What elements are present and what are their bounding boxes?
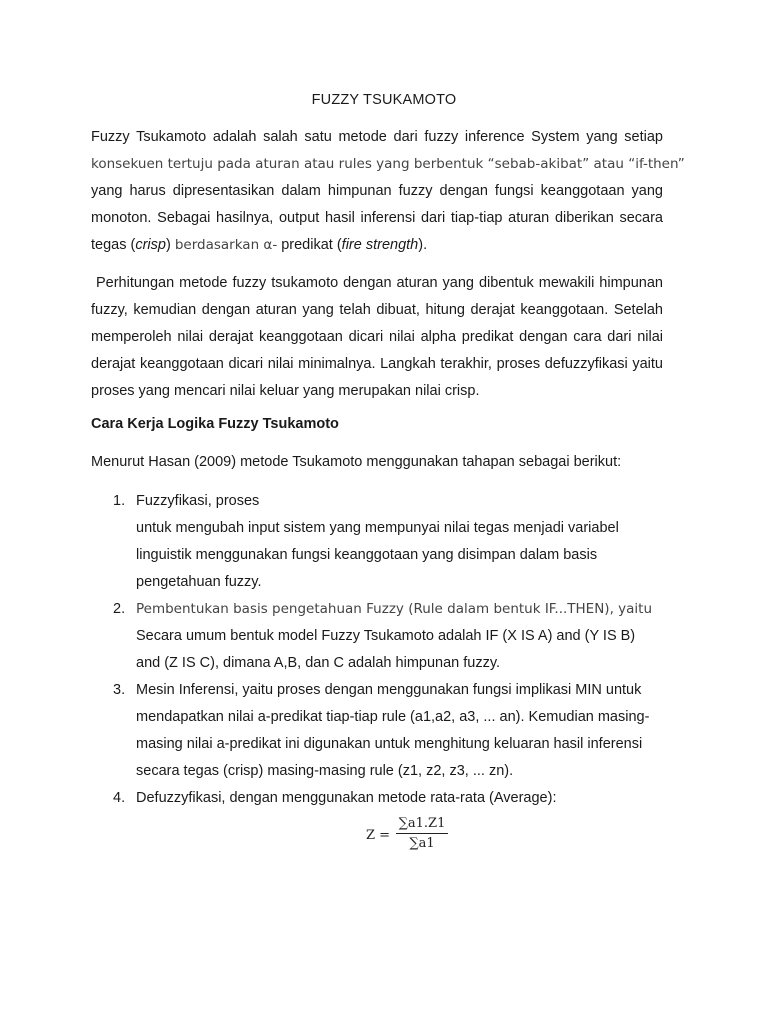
paragraph-line: konsekuen tertuju pada aturan atau rules yang berbentuk “sebab-akibat” atau “if-then” [91,156,685,172]
text-span: predikat ( [277,237,342,253]
paragraph-line: monoton. Sebagai hasilnya, output hasil inferensi dari tiap-tiap aturan diberikan secara [91,210,663,226]
list-line: and (Z IS C), dimana A,B, dan C adalah himpunan fuzzy. [136,655,501,671]
paragraph-line [91,232,663,259]
paragraph-line: derajat keanggotaan dicari nilai minimalnya. Langkah terakhir, proses defuzzyfikasi yaitu [91,356,663,372]
list-line: mendapatkan nilai a-predikat tiap-tiap rule (a1,a2, a3, ... an). Kemudian masing- [136,709,650,725]
list-line: Mesin Inferensi, yaitu proses dengan menggunakan fungsi implikasi MIN untuk [136,682,642,698]
list-line: Pembentukan basis pengetahuan Fuzzy (Rule dalam bentuk IF...THEN), yaitu [136,601,653,617]
formula-numerator: ∑a1.Z1 [398,816,446,831]
list-line: Secara umum bentuk model Fuzzy Tsukamoto adalah IF (X IS A) and (Y IS B) [136,628,636,644]
text-span: ). [418,237,428,253]
list-line: linguistik menggunakan fungsi keanggotaan yang disimpan dalam basis [136,547,598,563]
text-span: tegas ( [91,237,136,253]
list-line: Defuzzyfikasi, dengan menggunakan metode rata-rata (Average): [136,790,557,806]
paragraph-intro [91,124,685,259]
intro-text: Menurut Hasan (2009) metode Tsukamoto menggunakan tahapan sebagai berikut: [91,454,622,470]
list-item [91,596,663,677]
list-item [91,785,663,812]
list-line: secara tegas (crisp) masing-masing rule (z1, z2, z3, ... zn). [136,763,514,779]
crisp-term: crisp [135,237,166,253]
fire-strength-term: fire strength [341,237,419,253]
text-span: ) [165,237,175,253]
paragraph-line: yang harus dipresentasikan dalam himpunan fuzzy dengan fungsi keanggotaan yang [91,183,663,199]
list-number: 3. [113,682,126,698]
list-line: pengetahuan fuzzy. [136,574,262,590]
text-span: berdasarkan α- [174,237,278,253]
list-line: masing nilai a-predikat ini digunakan untuk menghitung keluaran hasil inferensi [136,736,643,752]
list-number: 4. [113,790,126,806]
paragraph-calculation [91,270,663,405]
formula-fraction [396,816,448,851]
formula-lhs: Z = [366,828,391,843]
section-heading: Cara Kerja Logika Fuzzy Tsukamoto [91,416,339,432]
paragraph-line: memperoleh nilai derajat keanggotaan dicari nilai alpha predikat dengan cara dari nilai [91,329,663,345]
list-number: 2. [113,601,126,617]
paragraph-line: Perhitungan metode fuzzy tsukamoto dengan aturan yang dibentuk mewakili himpunan [91,275,663,291]
paragraph-line: fuzzy, kemudian dengan aturan yang telah dibuat, hitung derajat keanggotaan. Setelah [91,302,663,318]
page-title: FUZZY TSUKAMOTO [311,92,457,108]
paragraph-line: proses yang mencari nilai keluar yang merupakan nilai crisp. [91,383,480,399]
list-line: untuk mengubah input sistem yang mempunyai nilai tegas menjadi variabel [136,520,619,536]
paragraph-line: Fuzzy Tsukamoto adalah salah satu metode dari fuzzy inference System yang setiap [91,129,663,145]
list-number: 1. [113,493,126,509]
list-item [91,677,663,785]
list-line: Fuzzyfikasi, proses [136,493,260,509]
list-item [91,488,663,596]
formula-denominator: ∑a1 [409,836,435,851]
